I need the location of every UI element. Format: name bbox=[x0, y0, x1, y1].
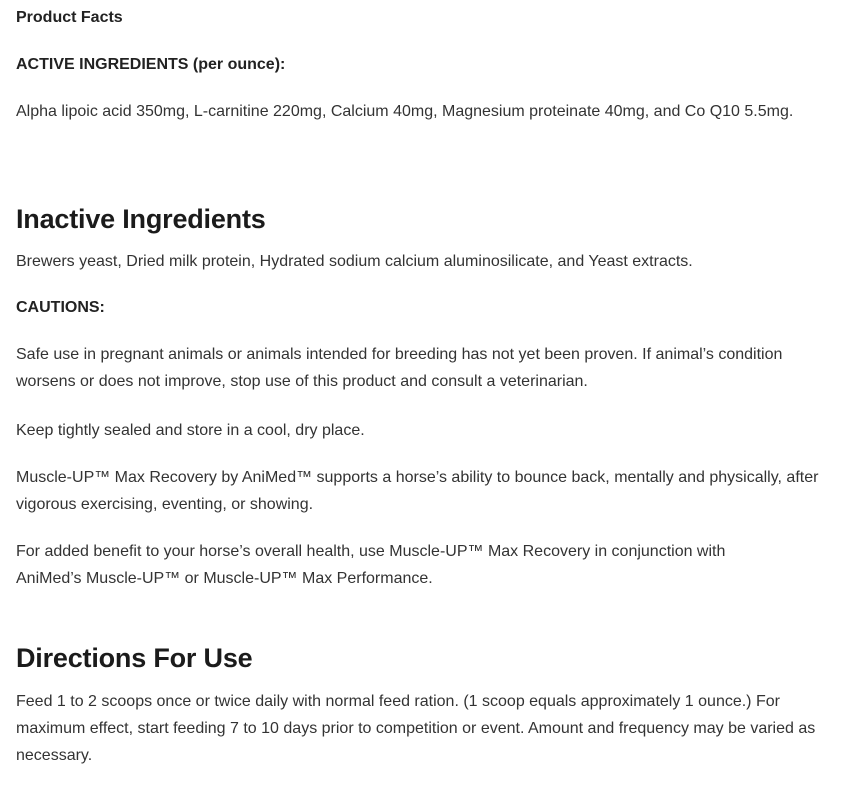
added-benefit-text: For added benefit to your horse’s overall health, use Muscle-UP™ Max Recovery in conjunction with AniMed’s Muscle-UP™ or Muscle-UP™ Max Performance. bbox=[16, 543, 726, 587]
product-description-text: Muscle-UP™ Max Recovery by AniMed™ supports a horse’s ability to bounce back, mentally and physically, after vigorous exercising, eventing, or showing. bbox=[16, 469, 819, 513]
active-ingredients-text: Alpha lipoic acid 350mg, L-carnitine 220mg, Calcium 40mg, Magnesium proteinate 40mg, and Co Q10 5.5mg. bbox=[16, 103, 794, 120]
product-facts-title: Product Facts bbox=[16, 9, 123, 26]
active-ingredients-label: ACTIVE INGREDIENTS (per ounce): bbox=[16, 56, 286, 73]
inactive-ingredients-text: Brewers yeast, Dried milk protein, Hydrated sodium calcium aluminosilicate, and Yeast extracts. bbox=[16, 253, 693, 270]
directions-text: Feed 1 to 2 scoops once or twice daily with normal feed ration. (1 scoop equals approximately 1 ounce.) For maximum effect, start feeding 7 to 10 days prior to competition or event. Amount and frequency may be varied as necessary. bbox=[16, 693, 816, 764]
storage-text: Keep tightly sealed and store in a cool, dry place. bbox=[16, 422, 365, 439]
cautions-label: CAUTIONS: bbox=[16, 299, 105, 316]
inactive-ingredients-heading: Inactive Ingredients bbox=[16, 204, 266, 234]
cautions-text: Safe use in pregnant animals or animals intended for breeding has not yet been proven. If animal’s condition worsens or does not improve, stop use of this product and consult a veterinarian. bbox=[16, 346, 783, 390]
directions-heading: Directions For Use bbox=[16, 643, 253, 673]
